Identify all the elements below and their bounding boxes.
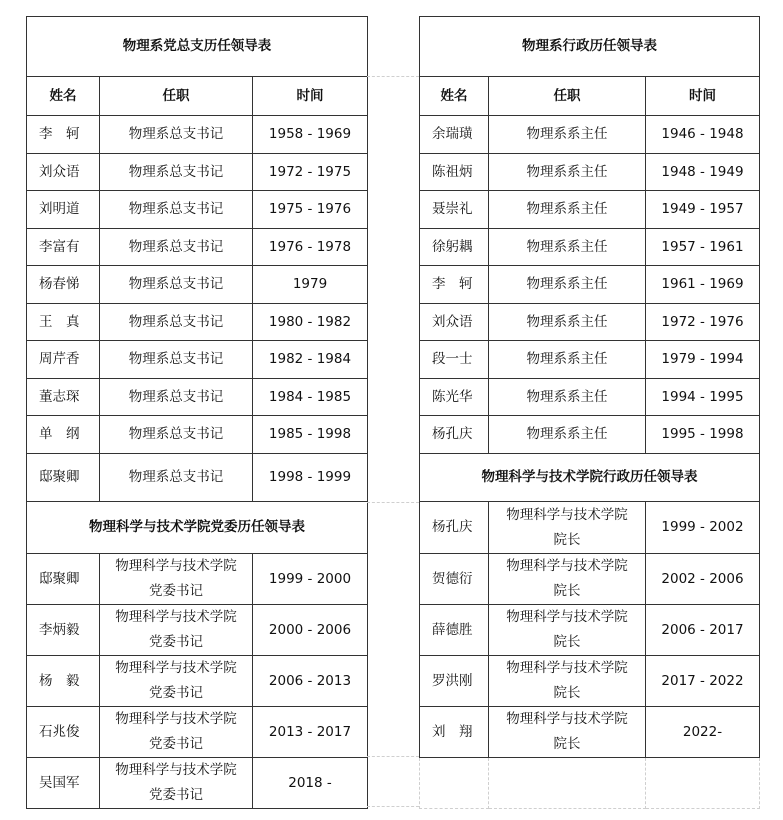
cell-time: 1957 - 1961 xyxy=(646,229,760,266)
table-row xyxy=(420,554,760,605)
table-row xyxy=(27,229,368,266)
table-row xyxy=(27,656,368,707)
table-row xyxy=(420,656,760,707)
cell-post: 物理系系主任 xyxy=(489,191,646,229)
table-row xyxy=(27,605,368,656)
cell-time: 1972 - 1975 xyxy=(253,154,368,191)
cell-name: 李富有 xyxy=(27,229,100,266)
cell-post: 物理科学与技术学院 党委书记 xyxy=(100,554,253,605)
table-row xyxy=(27,554,368,605)
cell-time: 2006 - 2017 xyxy=(646,605,760,656)
cell-post: 物理系系主任 xyxy=(489,116,646,154)
cell-post: 物理科学与技术学院 院长 xyxy=(489,554,646,605)
cell-name: 罗洪刚 xyxy=(420,656,489,707)
right-leadership-table xyxy=(419,16,760,809)
cell-name: 刘明道 xyxy=(27,191,100,229)
table-row xyxy=(27,758,368,809)
cell-post: 物理科学与技术学院 党委书记 xyxy=(100,656,253,707)
cell-post: 物理科学与技术学院 院长 xyxy=(489,707,646,758)
admin-table-title: 物理系行政历任领导表 xyxy=(420,17,760,77)
college-admin-table-title: 物理科学与技术学院行政历任领导表 xyxy=(420,454,760,502)
cell-time: 1946 - 1948 xyxy=(646,116,760,154)
table-row xyxy=(27,454,368,502)
cell-name: 刘众语 xyxy=(27,154,100,191)
cell-post: 物理系总支书记 xyxy=(100,154,253,191)
cell-time: 1976 - 1978 xyxy=(253,229,368,266)
cell-name: 吴国军 xyxy=(27,758,100,809)
gutter-guide xyxy=(367,502,419,503)
table-row xyxy=(420,229,760,266)
party-table-title: 物理系党总支历任领导表 xyxy=(27,17,368,77)
cell-post: 物理科学与技术学院 院长 xyxy=(489,605,646,656)
table-row xyxy=(420,191,760,229)
table-row xyxy=(420,154,760,191)
cell-time: 1984 - 1985 xyxy=(253,379,368,416)
table-row xyxy=(420,304,760,341)
cell-time: 1985 - 1998 xyxy=(253,416,368,454)
cell-time: 2022- xyxy=(646,707,760,758)
gutter-guide xyxy=(367,806,419,807)
table-row xyxy=(27,191,368,229)
table-row xyxy=(27,116,368,154)
cell-post: 物理科学与技术学院 院长 xyxy=(489,656,646,707)
cell-post: 物理系总支书记 xyxy=(100,266,253,304)
table-row xyxy=(420,116,760,154)
table-row xyxy=(420,379,760,416)
table-row xyxy=(27,707,368,758)
cell-post: 物理系系主任 xyxy=(489,341,646,379)
cell-post: 物理系系主任 xyxy=(489,379,646,416)
cell-post: 物理系系主任 xyxy=(489,154,646,191)
cell-post: 物理科学与技术学院 院长 xyxy=(489,502,646,554)
table-row xyxy=(27,304,368,341)
cell-time: 1998 - 1999 xyxy=(253,454,368,502)
cell-post: 物理系总支书记 xyxy=(100,191,253,229)
cell-name: 李 轲 xyxy=(27,116,100,154)
cell-time: 2006 - 2013 xyxy=(253,656,368,707)
cell-post: 物理科学与技术学院 党委书记 xyxy=(100,605,253,656)
gutter-guide xyxy=(367,756,419,757)
empty-cell xyxy=(420,758,489,809)
table-row xyxy=(27,416,368,454)
header-name: 姓名 xyxy=(420,77,489,116)
cell-name: 周芹香 xyxy=(27,341,100,379)
cell-post: 物理系总支书记 xyxy=(100,379,253,416)
cell-name: 王 真 xyxy=(27,304,100,341)
table-row xyxy=(27,154,368,191)
cell-name: 杨春悌 xyxy=(27,266,100,304)
cell-post: 物理系总支书记 xyxy=(100,416,253,454)
cell-post: 物理系系主任 xyxy=(489,304,646,341)
cell-time: 2017 - 2022 xyxy=(646,656,760,707)
cell-time: 2000 - 2006 xyxy=(253,605,368,656)
header-post: 任职 xyxy=(489,77,646,116)
cell-time: 1994 - 1995 xyxy=(646,379,760,416)
cell-name: 杨 毅 xyxy=(27,656,100,707)
cell-name: 余瑞璜 xyxy=(420,116,489,154)
table-row xyxy=(420,605,760,656)
cell-time: 1972 - 1976 xyxy=(646,304,760,341)
cell-time: 1975 - 1976 xyxy=(253,191,368,229)
cell-time: 1948 - 1949 xyxy=(646,154,760,191)
table-row xyxy=(27,266,368,304)
table-row xyxy=(420,266,760,304)
table-row xyxy=(420,707,760,758)
cell-post: 物理系总支书记 xyxy=(100,229,253,266)
cell-name: 聂崇礼 xyxy=(420,191,489,229)
cell-time: 1999 - 2000 xyxy=(253,554,368,605)
header-time: 时间 xyxy=(253,77,368,116)
cell-post: 物理科学与技术学院 党委书记 xyxy=(100,758,253,809)
gutter-guide xyxy=(367,76,419,77)
cell-time: 1961 - 1969 xyxy=(646,266,760,304)
cell-time: 1949 - 1957 xyxy=(646,191,760,229)
table-row xyxy=(420,502,760,554)
cell-name: 陈祖炳 xyxy=(420,154,489,191)
table-row xyxy=(27,379,368,416)
table-row xyxy=(27,341,368,379)
cell-time: 2018 - xyxy=(253,758,368,809)
cell-name: 石兆俊 xyxy=(27,707,100,758)
empty-cell xyxy=(646,758,760,809)
empty-cell xyxy=(489,758,646,809)
cell-name: 杨孔庆 xyxy=(420,502,489,554)
cell-time: 2002 - 2006 xyxy=(646,554,760,605)
cell-post: 物理系总支书记 xyxy=(100,341,253,379)
cell-name: 陈光华 xyxy=(420,379,489,416)
cell-post: 物理科学与技术学院 党委书记 xyxy=(100,707,253,758)
cell-name: 薛德胜 xyxy=(420,605,489,656)
cell-post: 物理系总支书记 xyxy=(100,116,253,154)
cell-name: 贺德衍 xyxy=(420,554,489,605)
header-time: 时间 xyxy=(646,77,760,116)
cell-post: 物理系总支书记 xyxy=(100,304,253,341)
cell-name: 李炳毅 xyxy=(27,605,100,656)
header-post: 任职 xyxy=(100,77,253,116)
cell-post: 物理系总支书记 xyxy=(100,454,253,502)
cell-time: 1958 - 1969 xyxy=(253,116,368,154)
cell-name: 段一士 xyxy=(420,341,489,379)
cell-name: 邸聚卿 xyxy=(27,454,100,502)
left-leadership-table xyxy=(26,16,368,809)
college-party-table-title: 物理科学与技术学院党委历任领导表 xyxy=(27,502,368,554)
cell-name: 董志琛 xyxy=(27,379,100,416)
cell-name: 李 轲 xyxy=(420,266,489,304)
cell-time: 1982 - 1984 xyxy=(253,341,368,379)
cell-time: 1999 - 2002 xyxy=(646,502,760,554)
cell-post: 物理系系主任 xyxy=(489,416,646,454)
empty-row xyxy=(420,758,760,809)
cell-time: 1979 xyxy=(253,266,368,304)
cell-name: 刘众语 xyxy=(420,304,489,341)
table-row xyxy=(420,341,760,379)
cell-name: 刘 翔 xyxy=(420,707,489,758)
cell-time: 1995 - 1998 xyxy=(646,416,760,454)
header-name: 姓名 xyxy=(27,77,100,116)
cell-time: 1980 - 1982 xyxy=(253,304,368,341)
cell-post: 物理系系主任 xyxy=(489,266,646,304)
cell-name: 杨孔庆 xyxy=(420,416,489,454)
table-row xyxy=(420,416,760,454)
cell-name: 单 纲 xyxy=(27,416,100,454)
cell-post: 物理系系主任 xyxy=(489,229,646,266)
cell-time: 2013 - 2017 xyxy=(253,707,368,758)
cell-time: 1979 - 1994 xyxy=(646,341,760,379)
cell-name: 邸聚卿 xyxy=(27,554,100,605)
cell-name: 徐躬耦 xyxy=(420,229,489,266)
